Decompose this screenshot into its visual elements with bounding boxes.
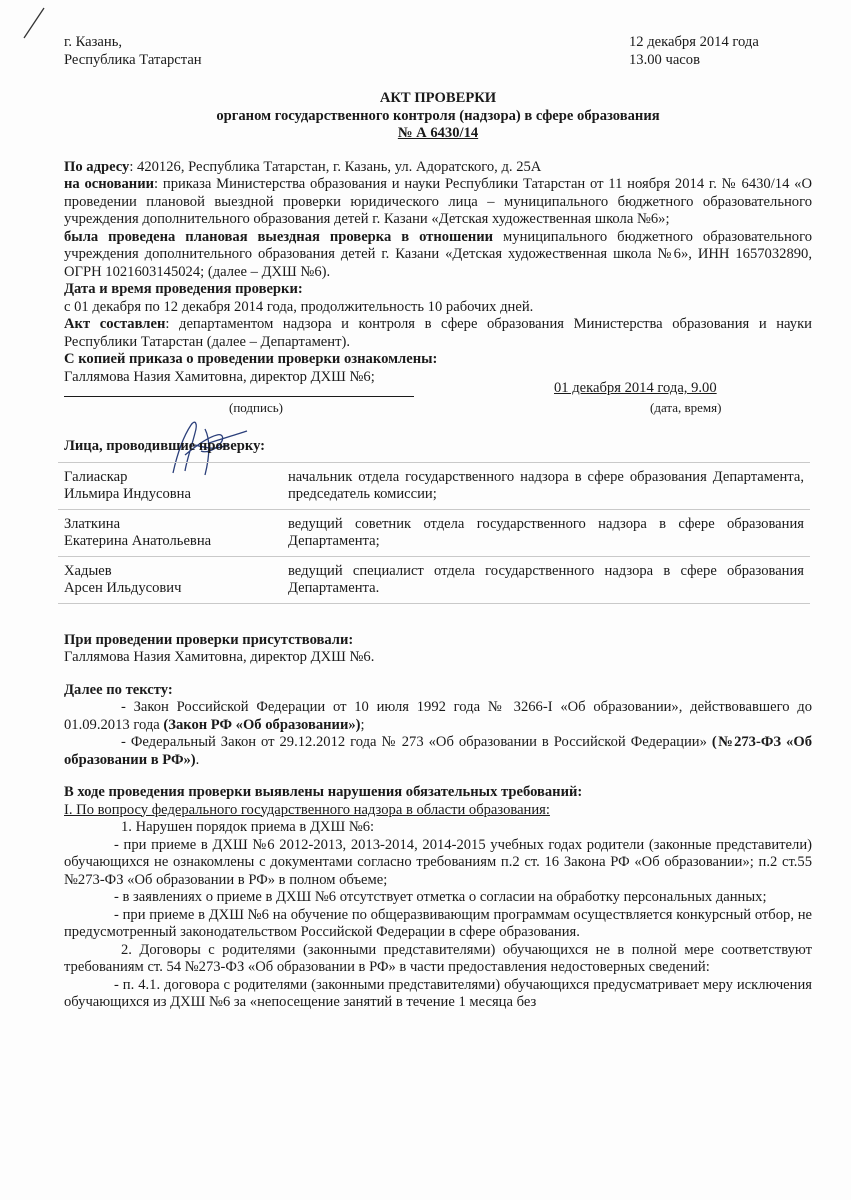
signature-caption: (подпись) [229, 400, 283, 415]
header-place [64, 34, 202, 69]
inspection-value: муниципального бюджетного образовательного учреждения дополнительного образования детей г. Казани «Детская художественная школа №6», ИНН 1657032890, ОГРН 1021603145024; (далее – ДХШ №6). [64, 228, 812, 280]
violation-point-1: 1. Нарушен порядок приема в ДХШ №6: [121, 819, 375, 835]
further-item-1 [64, 699, 812, 734]
signature-line [64, 396, 414, 397]
document-title [64, 90, 812, 143]
header-datetime [629, 34, 759, 69]
document-page [64, 34, 812, 1012]
further-item-1-text: - Закон Российской Федерации от 10 июля 1992 года № 3266-I «Об образовании», действовавшего до 01.09.2013 года [64, 699, 812, 733]
address-paragraph [64, 159, 812, 177]
inspector-given-names: Арсен Ильдусович [64, 580, 182, 596]
header-city: г. Казань, [64, 34, 123, 50]
inspector-role: ведущий специалист отдела государственного надзора в сфере образования Департамента. [282, 556, 810, 603]
compiled-label: Акт составлен [64, 316, 166, 332]
violation-item: - при приеме в ДХШ №6 на обучение по общеразвивающим программам осуществляется конкурсный отбор, не предусмотренный законодательством Российской Федерации в сфере образования. [64, 906, 812, 940]
violations-section: I. По вопросу федерального государственного надзора в области образования: [64, 801, 550, 818]
table-row [58, 462, 810, 509]
present-label: При проведении проверки присутствовали: [64, 631, 354, 648]
table-row [58, 556, 810, 603]
further-label: Далее по тексту: [64, 681, 173, 698]
inspector-surname: Галиаскар [64, 468, 128, 485]
table-row [58, 509, 810, 556]
acquainted-label: С копией приказа о проведении проверки ознакомлены: [64, 351, 438, 367]
basis-paragraph [64, 176, 812, 229]
acquainted-person: Галлямова Назия Хамитовна, директор ДХШ №6; [64, 368, 375, 385]
address-value: : 420126, Республика Татарстан, г. Казань, ул. Адоратского, д. 25А [129, 158, 542, 175]
address-label: По адресу [64, 158, 130, 175]
date-caption: (дата, время) [650, 400, 722, 415]
inspector-surname: Златкина [64, 515, 121, 532]
header-time: 13.00 часов [629, 51, 700, 68]
document-header [64, 34, 812, 74]
further-item-2 [64, 734, 812, 769]
present-person: Галлямова Назия Хамитовна, директор ДХШ №6. [64, 649, 375, 665]
further-item-2-end: . [195, 751, 200, 768]
violations-label: В ходе проведения проверки выявлены нарушения обязательных требований: [64, 784, 583, 800]
basis-value: : приказа Министерства образования и науки Республики Татарстан от 11 ноября 2014 г. № 6430/14 «О проведении плановой выездной проверки юридического лица – муниципального бюджетного образовательного учреждения дополнительного образования детей г. Казани «Детская художественная школа №6»; [64, 176, 813, 227]
pen-mark [20, 6, 46, 40]
inspector-given-names: Ильмира Индусовна [64, 486, 191, 502]
header-date: 12 декабря 2014 года [629, 34, 759, 50]
compiled-paragraph [64, 316, 812, 351]
datetime-label: Дата и время проведения проверки: [64, 281, 303, 297]
further-item-1-short: (Закон РФ «Об образовании») [163, 716, 361, 733]
further-item-2-short: (№273-ФЗ «Об образовании в РФ») [64, 734, 812, 768]
violation-point-2: 2. Договоры с родителями (законными представителями) обучающихся не в полной мере соответствуют требованиям ст. 54 №273-ФЗ «Об образовании в РФ» в части предоставления недостоверных сведений: [64, 941, 812, 975]
inspection-paragraph [64, 229, 812, 282]
inspector-surname: Хадыев [64, 562, 112, 579]
acquainted-date: 01 декабря 2014 года, 9.00 [554, 380, 717, 396]
inspection-label: была проведена плановая выездная проверка в отношении [64, 228, 494, 245]
header-region: Республика Татарстан [64, 51, 202, 68]
title-line-2: органом государственного контроля (надзора) в сфере образования [216, 107, 660, 124]
violation-item: - в заявлениях о приеме в ДХШ №6 отсутствует отметка о согласии на обработку персональных данных; [114, 889, 767, 905]
title-line-1: АКТ ПРОВЕРКИ [379, 90, 497, 106]
further-item-2-text: - Федеральный Закон от 29.12.2012 года № 273 «Об образовании в Российской Федерации» [121, 734, 712, 750]
further-item-1-end: ; [360, 716, 365, 733]
basis-label: на основании [64, 176, 155, 192]
inspectors-label: Лица, проводившие проверку: [64, 438, 266, 454]
inspector-role: начальник отдела государственного надзора в сфере образования Департамента, председатель комиссии; [282, 462, 810, 509]
inspector-role: ведущий советник отдела государственного надзора в сфере образования Департамента; [282, 509, 810, 556]
datetime-value: с 01 декабря по 12 декабря 2014 года, продолжительность 10 рабочих дней. [64, 298, 534, 315]
inspector-given-names: Екатерина Анатольевна [64, 533, 212, 549]
violation-item: - п. 4.1. договора с родителями (законными представителями) обучающихся предусматривает меру исключения обучающихся из ДХШ №6 за «непосещение занятий в течение 1 месяца без [64, 976, 812, 1010]
compiled-value: : департаментом надзора и контроля в сфере образования Министерства образования и науки Республики Татарстан (далее – Департамент). [64, 316, 812, 350]
inspectors-table [58, 462, 810, 604]
act-number: № А 6430/14 [397, 125, 479, 141]
violation-item: - при приеме в ДХШ №6 2012-2013, 2013-2014, 2014-2015 учебных годах родители (законные представители) обучающихся не ознакомлены с документами согласно требованиям п.2 ст. 16 Закона РФ «Об образовании»; п.2 ст.55 №273-ФЗ «Об образовании в РФ» в полном объеме; [64, 836, 812, 888]
signature-row [64, 380, 812, 428]
